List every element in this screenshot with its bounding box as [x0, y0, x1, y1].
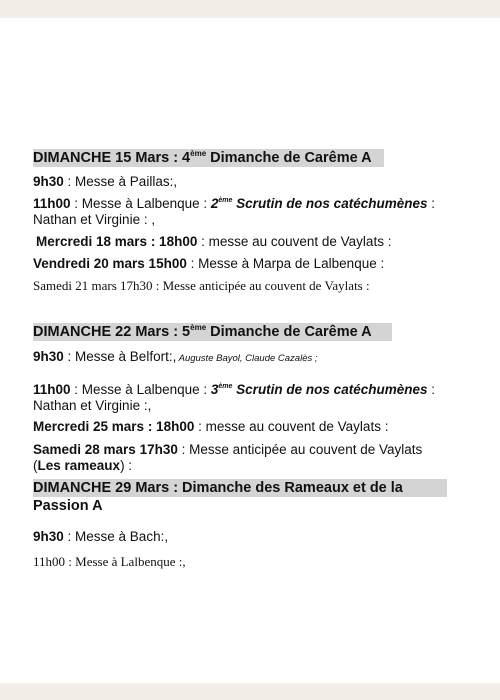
scrutin-text: Scrutin de nos catéchumènes	[232, 196, 428, 211]
mass-text-end: :	[427, 382, 435, 397]
mass-line	[33, 255, 473, 272]
mass-day: Mercredi 18 mars : 18h00	[36, 234, 198, 249]
section-heading-continued	[33, 497, 103, 515]
document-page	[0, 18, 500, 683]
section-heading	[33, 149, 384, 167]
heading-text: DIMANCHE 15 Mars : 4	[33, 150, 191, 166]
mass-day: Vendredi 20 mars 15h00	[33, 256, 187, 271]
mass-time: 11h00	[33, 196, 71, 211]
section-march-22	[33, 323, 473, 341]
scrutin-text: Scrutin de nos catéchumènes	[232, 382, 428, 397]
mass-line-continued	[33, 211, 473, 228]
section-march-15	[33, 149, 473, 167]
mass-line-continued	[33, 397, 473, 414]
mass-text-end: :	[427, 196, 435, 211]
mass-text: : messe au couvent de Vaylats :	[194, 419, 389, 434]
mass-text: Nathan et Virginie :,	[33, 398, 152, 413]
intention-names: Auguste Bayol, Claude Cazalès ;	[176, 353, 318, 364]
mass-text: : Messe à Paillas:,	[63, 174, 178, 189]
heading-text-end: Dimanche de Carême A	[206, 150, 372, 166]
mass-text-end: ) :	[120, 458, 133, 473]
mass-line	[33, 418, 473, 435]
section-heading	[33, 479, 447, 497]
mass-time: 9h30	[33, 174, 64, 189]
mass-time: 9h30	[33, 349, 64, 364]
heading-superscript: ème	[190, 149, 207, 158]
mass-day: Samedi 28 mars 17h30	[33, 442, 178, 457]
mass-text: Nathan et Virginie : ,	[33, 212, 156, 227]
scrutin-number: 3	[210, 382, 219, 397]
heading-text: DIMANCHE 29 Mars : Dimanche des Rameaux et de la	[33, 480, 403, 496]
heading-text-end: Passion A	[33, 498, 103, 514]
mass-line	[36, 233, 476, 250]
mass-text: : Messe à Bach:,	[63, 529, 169, 544]
heading-superscript: ème	[190, 323, 207, 332]
mass-line	[33, 348, 473, 367]
mass-line	[33, 195, 473, 212]
mass-line	[33, 381, 473, 398]
mass-text: : Messe à Belfort:,	[63, 349, 177, 364]
mass-text: : messe au couvent de Vaylats :	[197, 234, 392, 249]
mass-text: Samedi 21 mars 17h30 : Messe anticipée au couvent de Vaylats :	[33, 278, 370, 293]
mass-text: : Messe à Marpa de Lalbenque :	[186, 256, 385, 271]
mass-day: Mercredi 25 mars : 18h00	[33, 419, 195, 434]
heading-text: DIMANCHE 22 Mars : 5	[33, 324, 191, 340]
mass-time: 11h00	[33, 382, 71, 397]
mass-line	[33, 441, 473, 458]
mass-line	[33, 528, 473, 545]
mass-text: : Messe anticipée au couvent de Vaylats	[177, 442, 423, 457]
mass-text: : Messe à Lalbenque :	[70, 196, 211, 211]
section-march-29	[33, 479, 473, 515]
mass-line-continued	[33, 457, 473, 474]
mass-line	[33, 173, 473, 190]
scrutin-number: 2	[210, 196, 219, 211]
mass-time: 9h30	[33, 529, 64, 544]
heading-text-end: Dimanche de Carême A	[206, 324, 372, 340]
scrutin-superscript: ème	[218, 197, 233, 204]
mass-text: (	[33, 458, 38, 473]
mass-line	[33, 553, 473, 570]
rameaux-label: Les rameaux	[37, 458, 121, 473]
scrutin-superscript: ème	[218, 383, 233, 390]
mass-line	[33, 277, 473, 294]
mass-text: 11h00 : Messe à Lalbenque :,	[33, 554, 186, 569]
section-heading	[33, 323, 392, 341]
mass-text: : Messe à Lalbenque :	[70, 382, 211, 397]
